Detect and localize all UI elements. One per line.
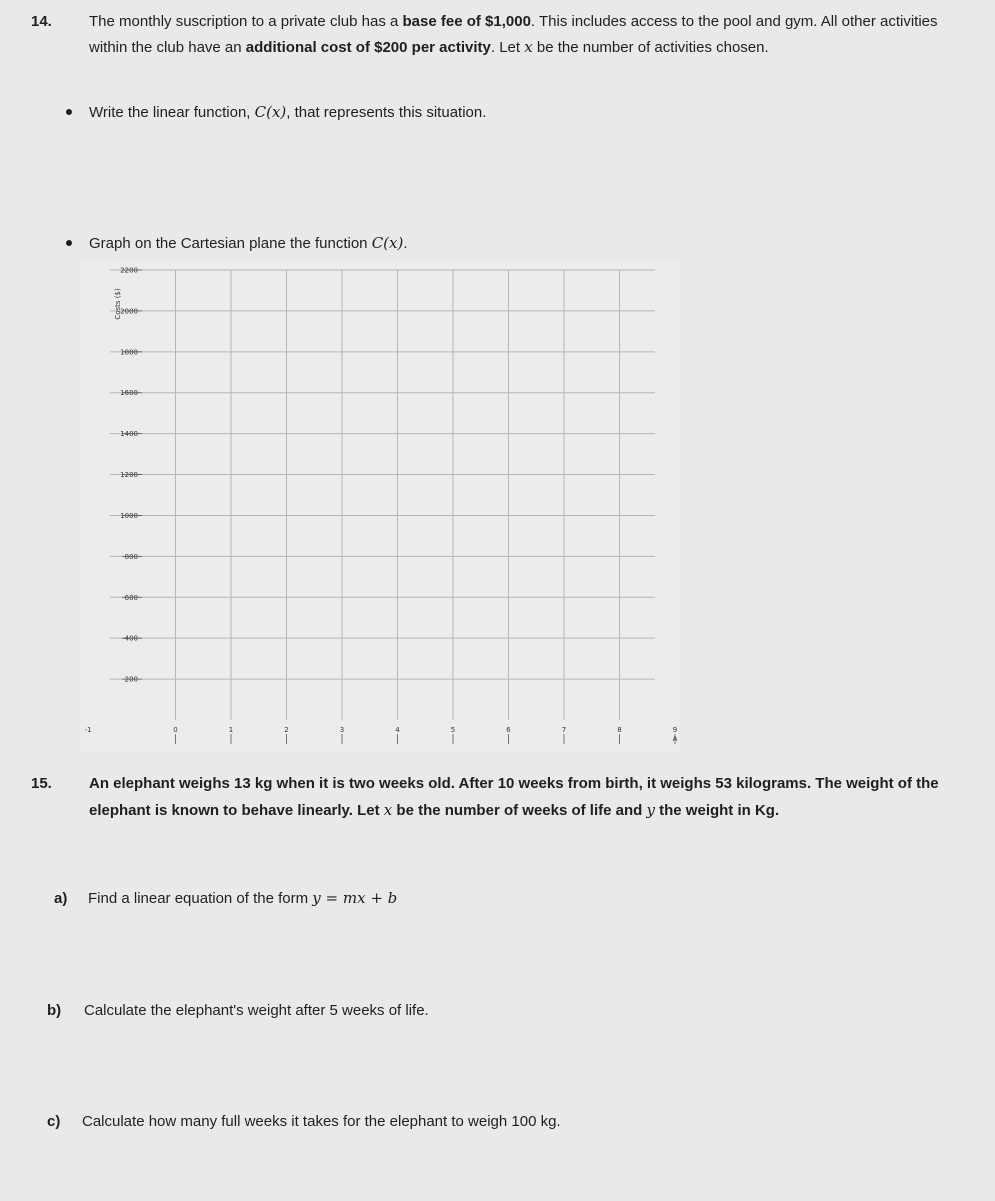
x-tick-label: 8 [617,726,622,734]
x-axis-arrow-label: A [672,735,678,743]
x-tick-label: 6 [506,726,511,734]
y-tick-label: 1600 [120,389,138,398]
y-tick-label: 800 [124,552,138,561]
q14-line2: within the club have an additional cost of $200 per activity. Let x be the number of activities chosen. [89,38,769,56]
y-tick-label: 200 [124,675,138,684]
q15a-text: Find a linear equation of the form y = mx + b [88,889,398,907]
grid-background [80,262,680,752]
q15b-text: Calculate the elephant's weight after 5 weeks of life. [84,1002,429,1019]
q15-number: 15. [31,775,52,792]
x-tick-label: 4 [395,726,400,734]
x-tick-label: 3 [339,726,345,734]
y-tick-label: 1000 [120,511,138,520]
x-tick-label: 1 [228,726,234,734]
x-tick-label: 5 [450,726,456,734]
bullet-icon [66,240,72,246]
y-tick-label: 400 [124,634,138,643]
x-tick-label: 0 [173,726,178,734]
q15-line1: An elephant weighs 13 kg when it is two weeks old. After 10 weeks from birth, it weighs 53 kilograms. The weight of the [89,775,939,792]
y-tick-label: 1400 [120,430,138,439]
q15a-label: a) [54,890,68,907]
y-axis-title: Costs ($) [114,288,122,320]
q14-line1: The monthly suscription to a private club has a base fee of $1,000. This includes access to the pool and gym. All other activities [89,13,938,30]
x-tick-label: -1 [84,726,92,734]
y-tick-label: 2000 [120,307,138,316]
y-tick-label: 1800 [120,348,138,357]
q15b-label: b) [47,1002,62,1019]
cartesian-grid[interactable] [80,262,680,752]
x-tick-label: 7 [561,726,567,734]
q14-bullet-write-function: Write the linear function, C(x), that represents this situation. [89,103,487,121]
q14-number: 14. [31,13,52,30]
x-tick-label: 2 [284,726,289,734]
y-tick-label: 1200 [120,471,138,480]
q15c-label: c) [47,1113,61,1130]
q15c-text: Calculate how many full weeks it takes for the elephant to weigh 100 kg. [82,1113,561,1130]
bullet-icon [66,109,72,115]
x-tick-label: 9 [672,726,678,734]
y-tick-label: 600 [124,593,138,602]
q15-line2: elephant is known to behave linearly. Let x be the number of weeks of life and y the weight in Kg. [89,801,780,819]
y-tick-label: 2200 [120,266,138,275]
q14-bullet-graph-function: Graph on the Cartesian plane the function C(x). [89,234,408,252]
